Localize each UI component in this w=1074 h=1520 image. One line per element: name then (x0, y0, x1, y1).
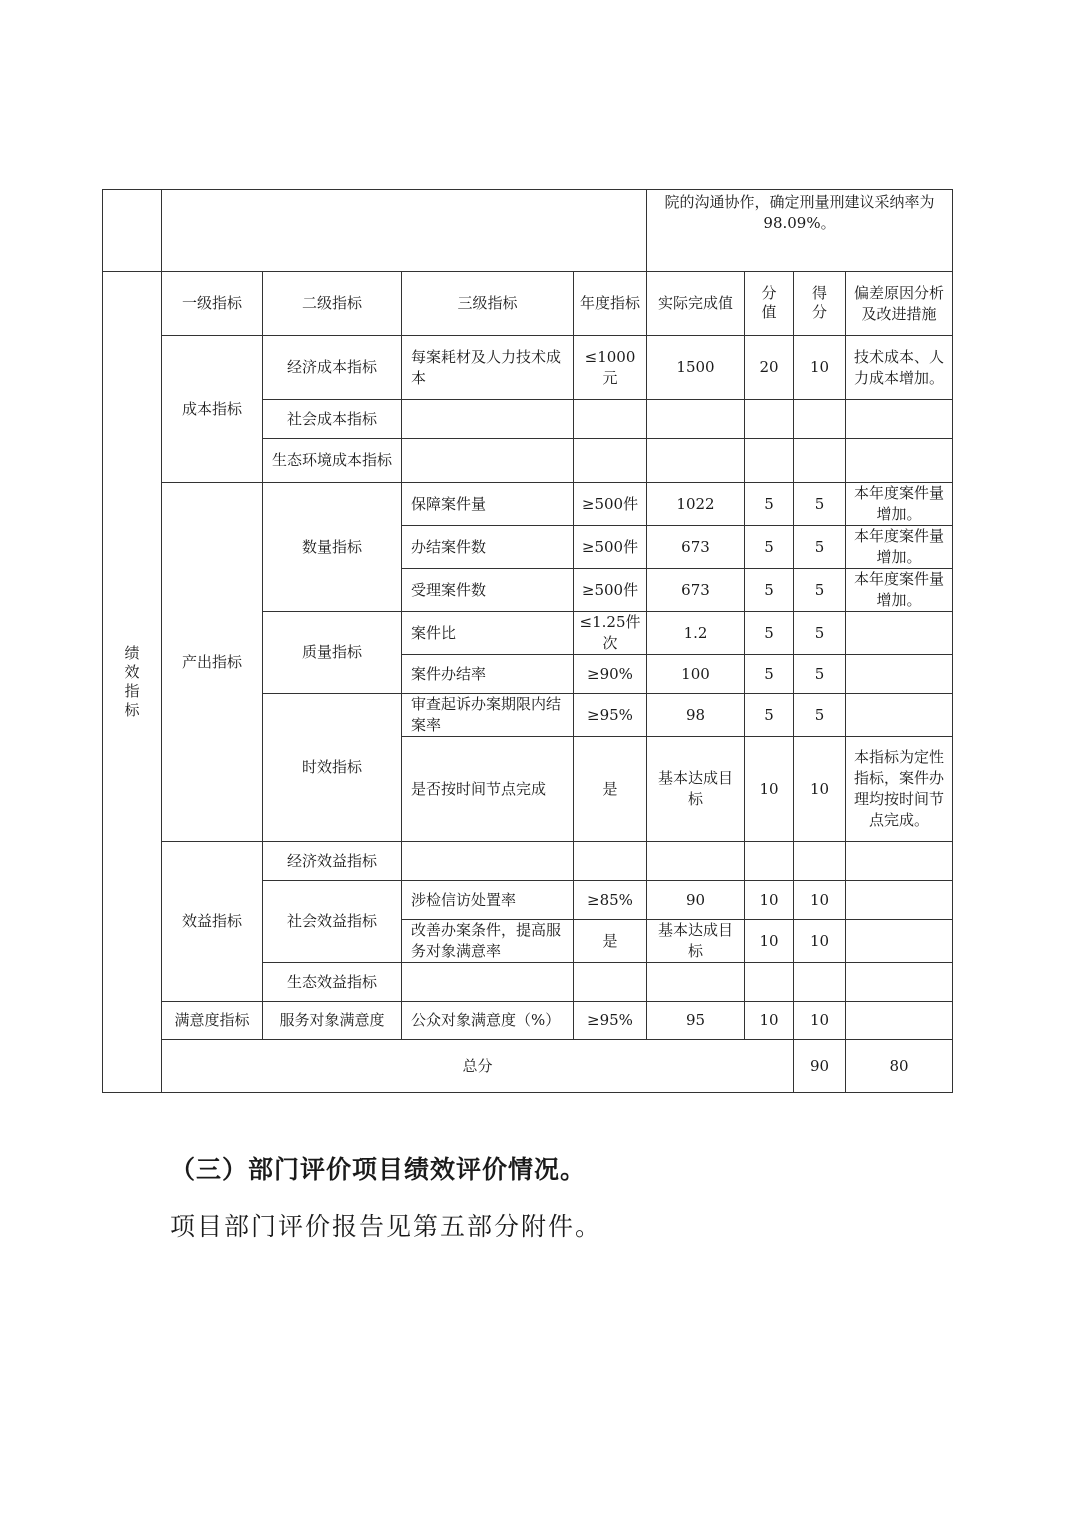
empty-cell (794, 400, 846, 439)
deviation-note: 技术成本、人力成本增加。 (846, 336, 953, 400)
empty-cell (745, 439, 794, 483)
actual-value: 98 (647, 694, 745, 737)
total-score: 80 (846, 1040, 953, 1093)
weight-value: 20 (745, 336, 794, 400)
subgroup-economic-benefit: 经济效益指标 (263, 842, 402, 881)
weight-value: 10 (745, 920, 794, 963)
weight-value: 5 (745, 569, 794, 612)
empty-cell (647, 400, 745, 439)
group-satisfaction: 满意度指标 (162, 1002, 263, 1040)
actual-value: 673 (647, 569, 745, 612)
weight-value: 10 (745, 881, 794, 920)
deviation-note: 本年度案件量增加。 (846, 526, 953, 569)
annual-target: 是 (574, 737, 647, 842)
annual-target: ≥95% (574, 694, 647, 737)
empty-cell (402, 400, 574, 439)
table-row (103, 336, 953, 400)
actual-value: 95 (647, 1002, 745, 1040)
indicator-name: 改善办案条件，提高服务对象满意率 (402, 920, 574, 963)
weight-value: 5 (745, 612, 794, 655)
empty-cell (846, 842, 953, 881)
weight-value: 5 (745, 655, 794, 694)
indicator-name: 案件办结率 (402, 655, 574, 694)
deviation-note: 本年度案件量增加。 (846, 483, 953, 526)
actual-value: 1500 (647, 336, 745, 400)
actual-value: 100 (647, 655, 745, 694)
empty-cell (846, 400, 953, 439)
side-label-cell (103, 272, 162, 1093)
header-weight (745, 272, 794, 336)
section-paragraph: 项目部门评价报告见第五部分附件。 (170, 1212, 603, 1241)
empty-cell (794, 842, 846, 881)
score-value: 5 (794, 483, 846, 526)
annual-target: ≤1000元 (574, 336, 647, 400)
table-row (103, 483, 953, 526)
annual-target: ≥500件 (574, 483, 647, 526)
header-actual-value: 实际完成值 (647, 272, 745, 336)
score-value: 5 (794, 526, 846, 569)
table-row (103, 842, 953, 881)
deviation-note (846, 920, 953, 963)
empty-cell (794, 439, 846, 483)
score-value: 5 (794, 694, 846, 737)
annual-target: ≥500件 (574, 526, 647, 569)
empty-cell (103, 190, 162, 272)
group-output: 产出指标 (162, 483, 263, 842)
actual-value: 1022 (647, 483, 745, 526)
annual-target: 是 (574, 920, 647, 963)
empty-cell (745, 963, 794, 1002)
header-row (103, 272, 953, 336)
empty-cell (402, 842, 574, 881)
subgroup-timeliness: 时效指标 (263, 694, 402, 842)
indicator-name: 每案耗材及人力技术成本 (402, 336, 574, 400)
empty-cell (574, 963, 647, 1002)
header-level1: 一级指标 (162, 272, 263, 336)
empty-cell (647, 842, 745, 881)
prev-page-text-cell: 院的沟通协作，确定刑量刑建议采纳率为98.09%。 (647, 190, 953, 272)
header-level3: 三级指标 (402, 272, 574, 336)
empty-cell (647, 963, 745, 1002)
indicator-name: 保障案件量 (402, 483, 574, 526)
subgroup-quantity: 数量指标 (263, 483, 402, 612)
header-score (794, 272, 846, 336)
subgroup-eco-benefit: 生态效益指标 (263, 963, 402, 1002)
empty-cell (574, 439, 647, 483)
subgroup-service-satisfaction: 服务对象满意度 (263, 1002, 402, 1040)
actual-value: 1.2 (647, 612, 745, 655)
weight-value: 10 (745, 1002, 794, 1040)
empty-cell (162, 190, 647, 272)
indicator-name: 案件比 (402, 612, 574, 655)
total-label: 总分 (162, 1040, 794, 1093)
header-deviation: 偏差原因分析及改进措施 (846, 272, 953, 336)
annual-target: ≥85% (574, 881, 647, 920)
total-weight: 90 (794, 1040, 846, 1093)
actual-value: 基本达成目标 (647, 920, 745, 963)
annual-target: ≤1.25件次 (574, 612, 647, 655)
weight-value: 5 (745, 694, 794, 737)
indicator-name: 是否按时间节点完成 (402, 737, 574, 842)
total-row (103, 1040, 953, 1093)
empty-cell (574, 400, 647, 439)
deviation-note: 本年度案件量增加。 (846, 569, 953, 612)
indicator-name: 审查起诉办案期限内结案率 (402, 694, 574, 737)
indicator-name: 公众对象满意度（%） (402, 1002, 574, 1040)
score-value: 10 (794, 881, 846, 920)
actual-value: 90 (647, 881, 745, 920)
empty-cell (794, 963, 846, 1002)
deviation-note (846, 655, 953, 694)
indicator-name: 办结案件数 (402, 526, 574, 569)
deviation-note (846, 694, 953, 737)
empty-cell (745, 400, 794, 439)
deviation-note: 本指标为定性指标，案件办理均按时间节点完成。 (846, 737, 953, 842)
annual-target: ≥500件 (574, 569, 647, 612)
group-cost: 成本指标 (162, 336, 263, 483)
indicator-name: 受理案件数 (402, 569, 574, 612)
score-value: 5 (794, 655, 846, 694)
actual-value: 673 (647, 526, 745, 569)
side-label: 绩效指标 (124, 643, 140, 719)
empty-cell (846, 963, 953, 1002)
empty-cell (574, 842, 647, 881)
table-row (103, 1002, 953, 1040)
weight-value: 5 (745, 526, 794, 569)
performance-table (102, 189, 953, 1093)
score-value: 5 (794, 569, 846, 612)
empty-cell (745, 842, 794, 881)
score-value: 10 (794, 336, 846, 400)
score-value: 10 (794, 737, 846, 842)
empty-cell (402, 439, 574, 483)
weight-value: 10 (745, 737, 794, 842)
weight-value: 5 (745, 483, 794, 526)
subgroup-economic-cost: 经济成本指标 (263, 336, 402, 400)
subgroup-eco-cost: 生态环境成本指标 (263, 439, 402, 483)
subgroup-social-benefit: 社会效益指标 (263, 881, 402, 963)
subgroup-quality: 质量指标 (263, 612, 402, 694)
annual-target: ≥95% (574, 1002, 647, 1040)
header-score-text: 得分 (811, 284, 827, 321)
group-benefit: 效益指标 (162, 842, 263, 1002)
empty-cell (846, 439, 953, 483)
score-value: 10 (794, 1002, 846, 1040)
score-value: 5 (794, 612, 846, 655)
header-level2: 二级指标 (263, 272, 402, 336)
header-annual-target: 年度指标 (574, 272, 647, 336)
empty-cell (647, 439, 745, 483)
table-row (103, 190, 953, 272)
annual-target: ≥90% (574, 655, 647, 694)
actual-value: 基本达成目标 (647, 737, 745, 842)
deviation-note (846, 612, 953, 655)
empty-cell (402, 963, 574, 1002)
subgroup-social-cost: 社会成本指标 (263, 400, 402, 439)
header-weight-text: 分值 (761, 284, 777, 321)
indicator-name: 涉检信访处置率 (402, 881, 574, 920)
score-value: 10 (794, 920, 846, 963)
deviation-note (846, 1002, 953, 1040)
deviation-note (846, 881, 953, 920)
section-heading: （三）部门评价项目绩效评价情况。 (170, 1155, 587, 1184)
